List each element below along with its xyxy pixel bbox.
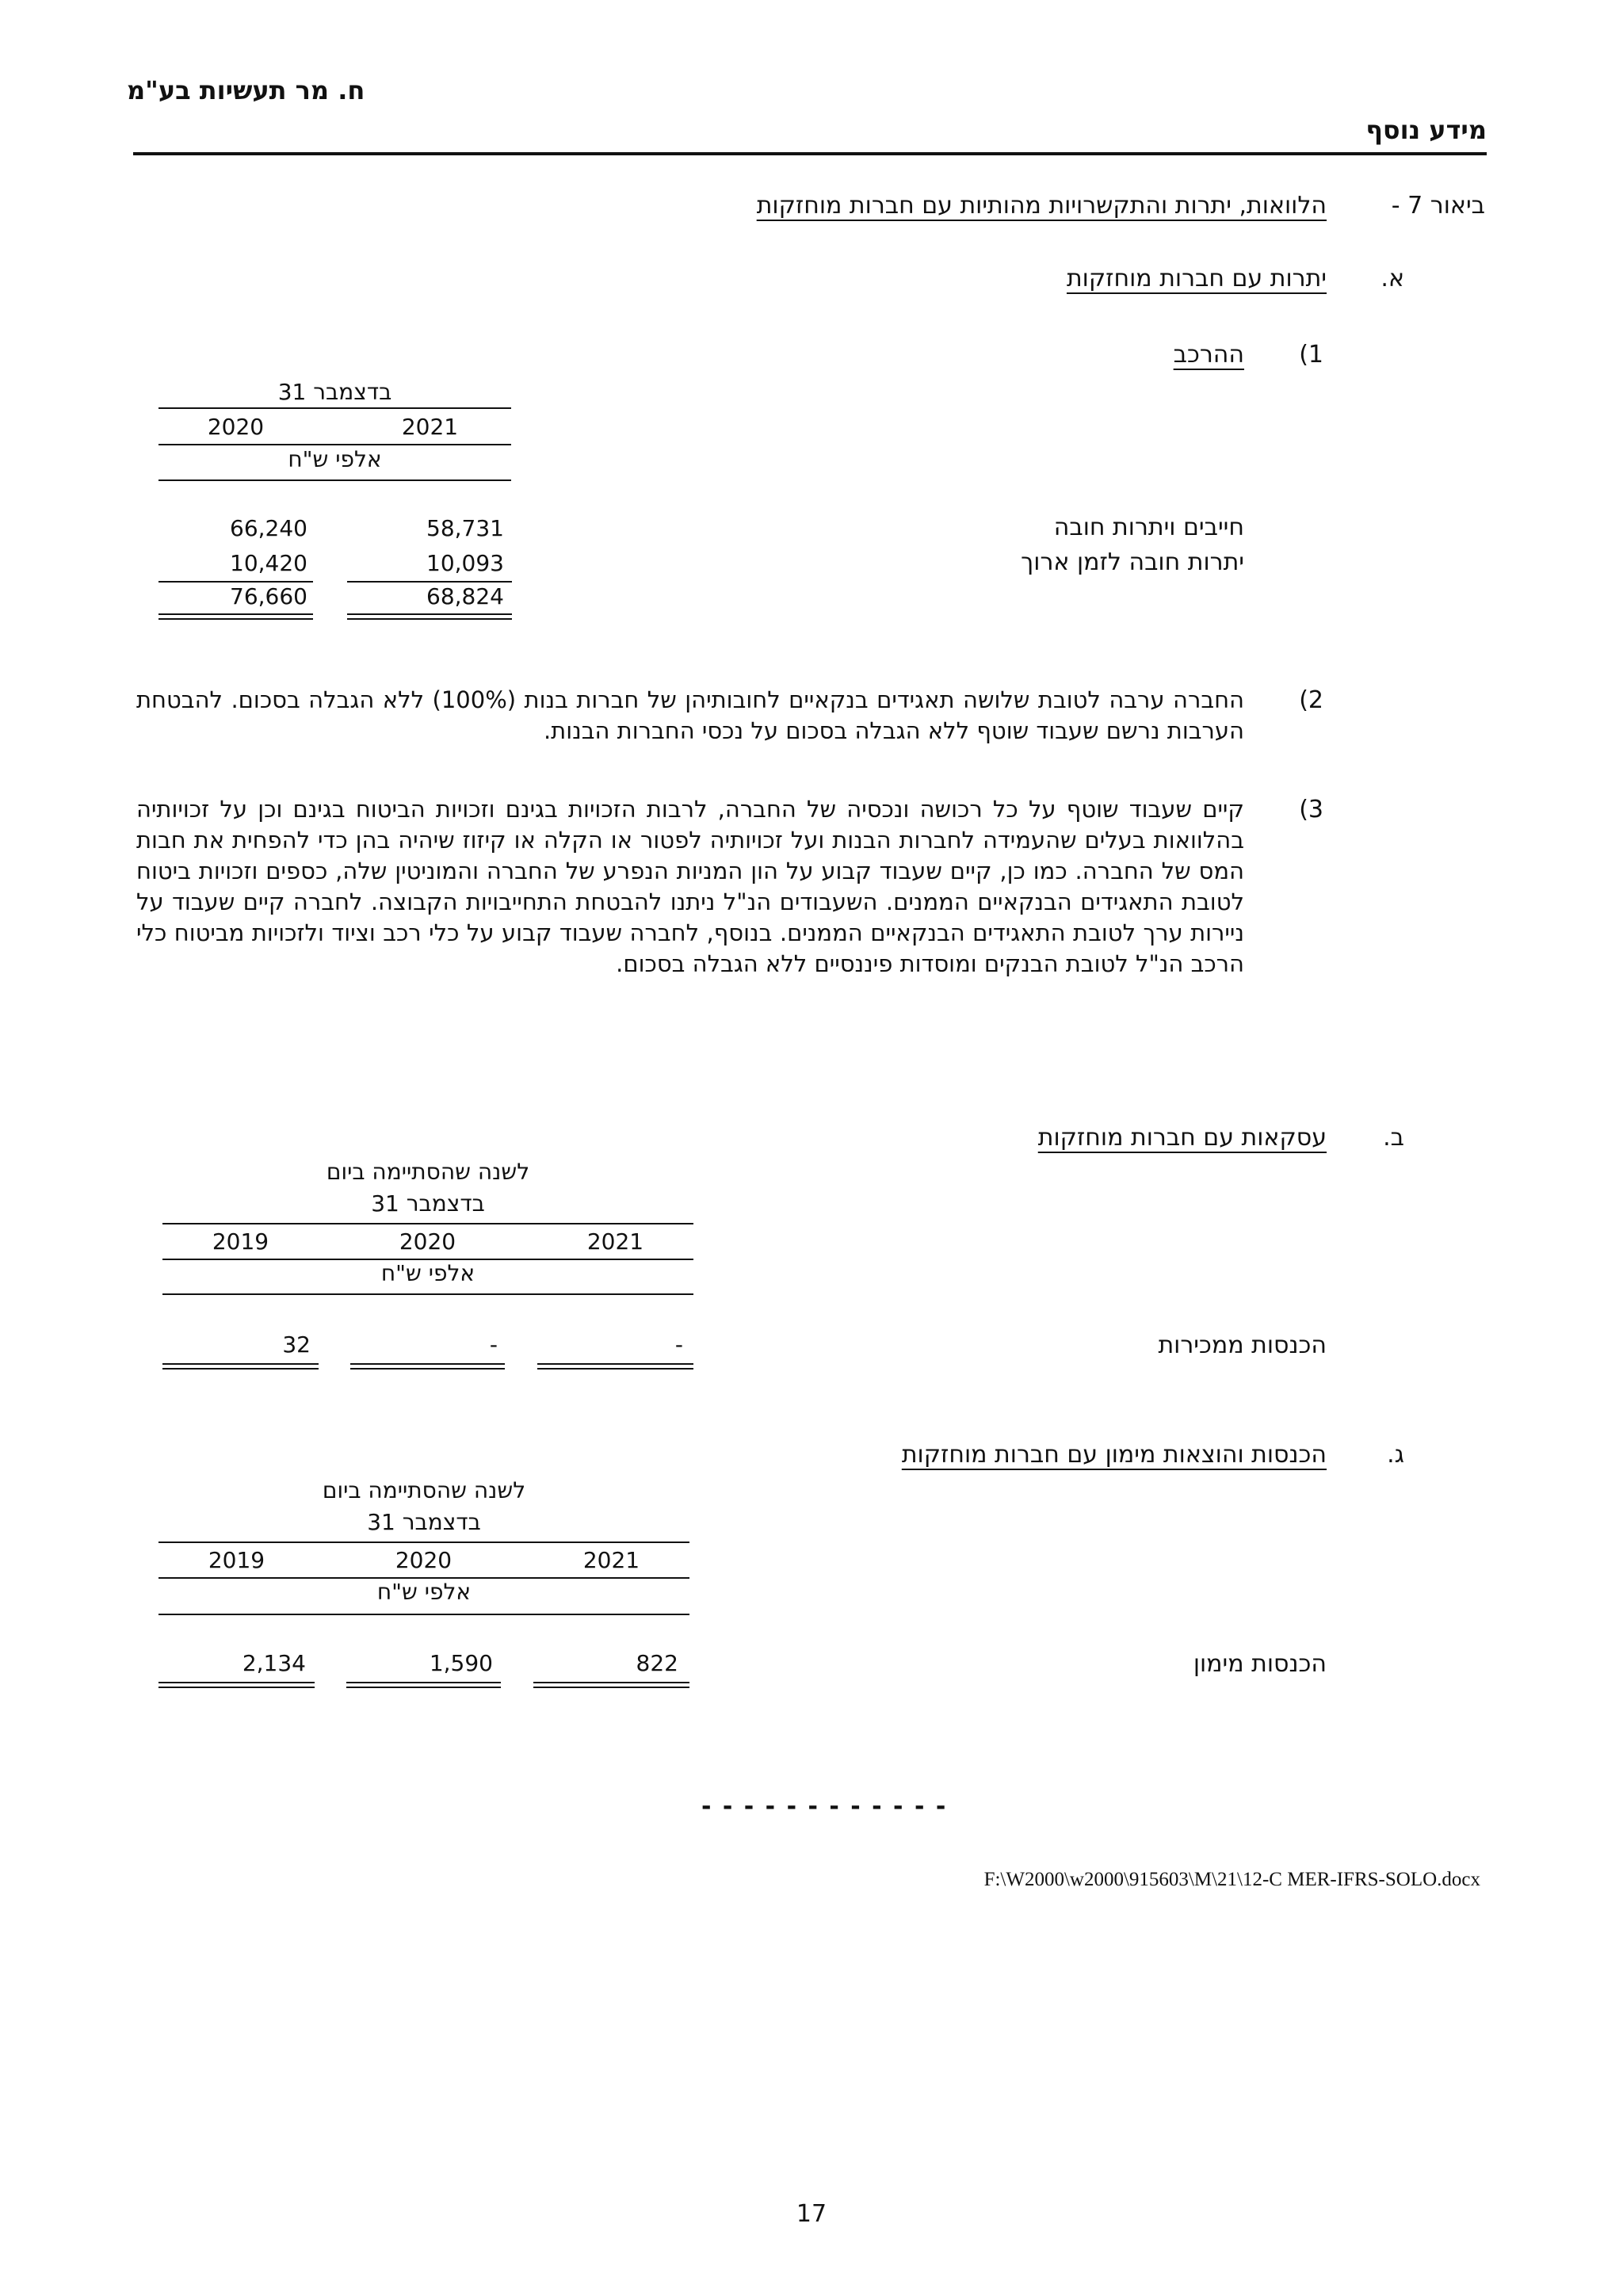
sub1-number: 1)	[1299, 341, 1323, 369]
table-a-subtotal-rule	[158, 581, 313, 583]
sub3-text: קיים שעבוד שוטף על כל רכושה ונכסיה של החברה, לרבות הזכויות בגינם וזכויות הביטוח בגינם וכן על זכויותיה בהלוואות בעלים שהעמידה לחברות הבנות ועל זכויותיה לפטור או הקלה או קיזוז שיהיה בהן כדי להפחית את חבות המס של החברה. כמו כן, קיים שעבוד קבוע על הון המניות הנפרע של החברה והמוניטין שלה, כספים וזכויות ביטוח לטובת התאגידים הבנקאיים הממנים. השעבודים הנ"ל ניתנו להבטחת התחייבויות הקבוצה. לחברה קיים שעבוד על ניירות ערך לטובת התאגידים הבנקאיים הממנים. בנוסף, לחברה שעבוד קבוע על כלי רכב וציוד ולזכויות מביטוח כלי הרכב הנ"ל לטובת הבנקים ומוסדות פיננסיים ללא הגבלה בסכום.	[136, 796, 1244, 977]
sub1-title: ההרכב	[1173, 341, 1244, 369]
table-c-period-line-1: לשנה שהסתיימה ביום	[322, 1477, 526, 1503]
table-a-rule-2	[158, 444, 511, 445]
table-a-cell: 58,731	[426, 515, 504, 541]
table-c-cell: 1,590	[429, 1650, 493, 1676]
table-c-rule-3	[158, 1614, 689, 1615]
sub2-text: החברה ערבה לטובת שלושה תאגידים בנקאיים לחובותיהן של חברות בנות (100%) ללא הגבלה בסכום. להבטחת הערבות נרשם שעבוד שוטף ללא הגבלה בסכום על נכסי החברות הבנות.	[136, 686, 1244, 744]
company-name: ח. מר תעשיות בע"מ	[127, 75, 365, 105]
end-separator: - - - - - - - - - - - -	[701, 1793, 948, 1820]
table-a-cell: 10,093	[426, 550, 504, 576]
table-b-year-2021: 2021	[586, 1228, 644, 1255]
table-b-total-double-rule	[162, 1363, 319, 1370]
section-c-letter: ג.	[1387, 1441, 1404, 1469]
table-b-rule-3	[162, 1293, 693, 1295]
section-b-title: עסקאות עם חברות מוחזקות	[1037, 1124, 1327, 1152]
note-title: הלוואות, יתרות והתקשרויות מהותיות עם חברות מוחזקות	[756, 192, 1327, 220]
section-a-title: יתרות עם חברות מוחזקות	[1066, 265, 1327, 292]
table-c-row-label: הכנסות מימון	[1193, 1650, 1327, 1678]
sub2-number: 2)	[1299, 686, 1323, 714]
sub3-number: 3)	[1299, 796, 1323, 823]
table-c-year-2019: 2019	[208, 1547, 265, 1573]
section-b-letter: ב.	[1383, 1124, 1404, 1152]
table-b-total-double-rule	[537, 1363, 693, 1370]
table-a-total: 76,660	[230, 583, 307, 609]
table-a-rule-3	[158, 479, 511, 481]
table-a-year-2021: 2021	[401, 414, 459, 440]
table-a-subtotal-rule	[347, 581, 512, 583]
table-c-total-double-rule	[533, 1682, 689, 1688]
table-a-cell: 66,240	[230, 515, 307, 541]
table-b-row-label: הכנסות ממכירות	[1158, 1331, 1327, 1359]
page-number: 17	[796, 2200, 827, 2228]
table-b-unit: אלפי ש"ח	[380, 1260, 475, 1286]
table-c-period-line-2: 31 בדצמבר	[367, 1509, 481, 1535]
section-title: מידע נוסף	[1365, 115, 1487, 145]
table-c-cell: 2,134	[242, 1650, 306, 1676]
table-a-cell: 10,420	[230, 550, 307, 576]
table-b-year-2020: 2020	[399, 1228, 456, 1255]
table-c-cell: 822	[636, 1650, 678, 1676]
table-a-rule-1	[158, 407, 511, 409]
table-b-cell: 32	[282, 1331, 311, 1358]
table-c-total-double-rule	[346, 1682, 501, 1688]
table-b-period-line-1: לשנה שהסתיימה ביום	[326, 1159, 530, 1185]
table-a-total-double-rule	[158, 613, 313, 620]
section-a-letter: א.	[1381, 265, 1404, 292]
table-b-rule-1	[162, 1223, 693, 1224]
note-label: ביאור 7 -	[1391, 192, 1485, 220]
table-c-unit: אלפי ש"ח	[376, 1579, 472, 1605]
table-c-year-2021: 2021	[582, 1547, 640, 1573]
table-a-row-label: יתרות חובה לזמן ארוך	[1021, 548, 1244, 576]
table-c-year-2020: 2020	[395, 1547, 453, 1573]
footer-file-path: F:\W2000\w2000\915603\M\21\12-C MER-IFRS-SOLO.docx	[983, 1869, 1480, 1890]
table-a-date-header: 31 בדצמבר	[277, 379, 392, 405]
section-c-title: הכנסות והוצאות מימון עם חברות מוחזקות	[901, 1441, 1327, 1469]
table-b-year-2019: 2019	[212, 1228, 269, 1255]
table-a-unit: אלפי ש"ח	[288, 446, 382, 472]
table-b-cell: -	[489, 1331, 498, 1358]
table-a-total-double-rule	[347, 613, 512, 620]
table-a-total: 68,824	[426, 583, 504, 609]
table-b-cell: -	[674, 1331, 683, 1358]
header-rule	[133, 152, 1487, 155]
table-b-period-line-2: 31 בדצמבר	[371, 1190, 485, 1217]
table-c-rule-1	[158, 1541, 689, 1543]
table-a-row-label: חייבים ויתרות חובה	[1053, 514, 1244, 541]
table-c-total-double-rule	[158, 1682, 315, 1688]
table-b-total-double-rule	[350, 1363, 505, 1370]
table-a-year-2020: 2020	[207, 414, 265, 440]
